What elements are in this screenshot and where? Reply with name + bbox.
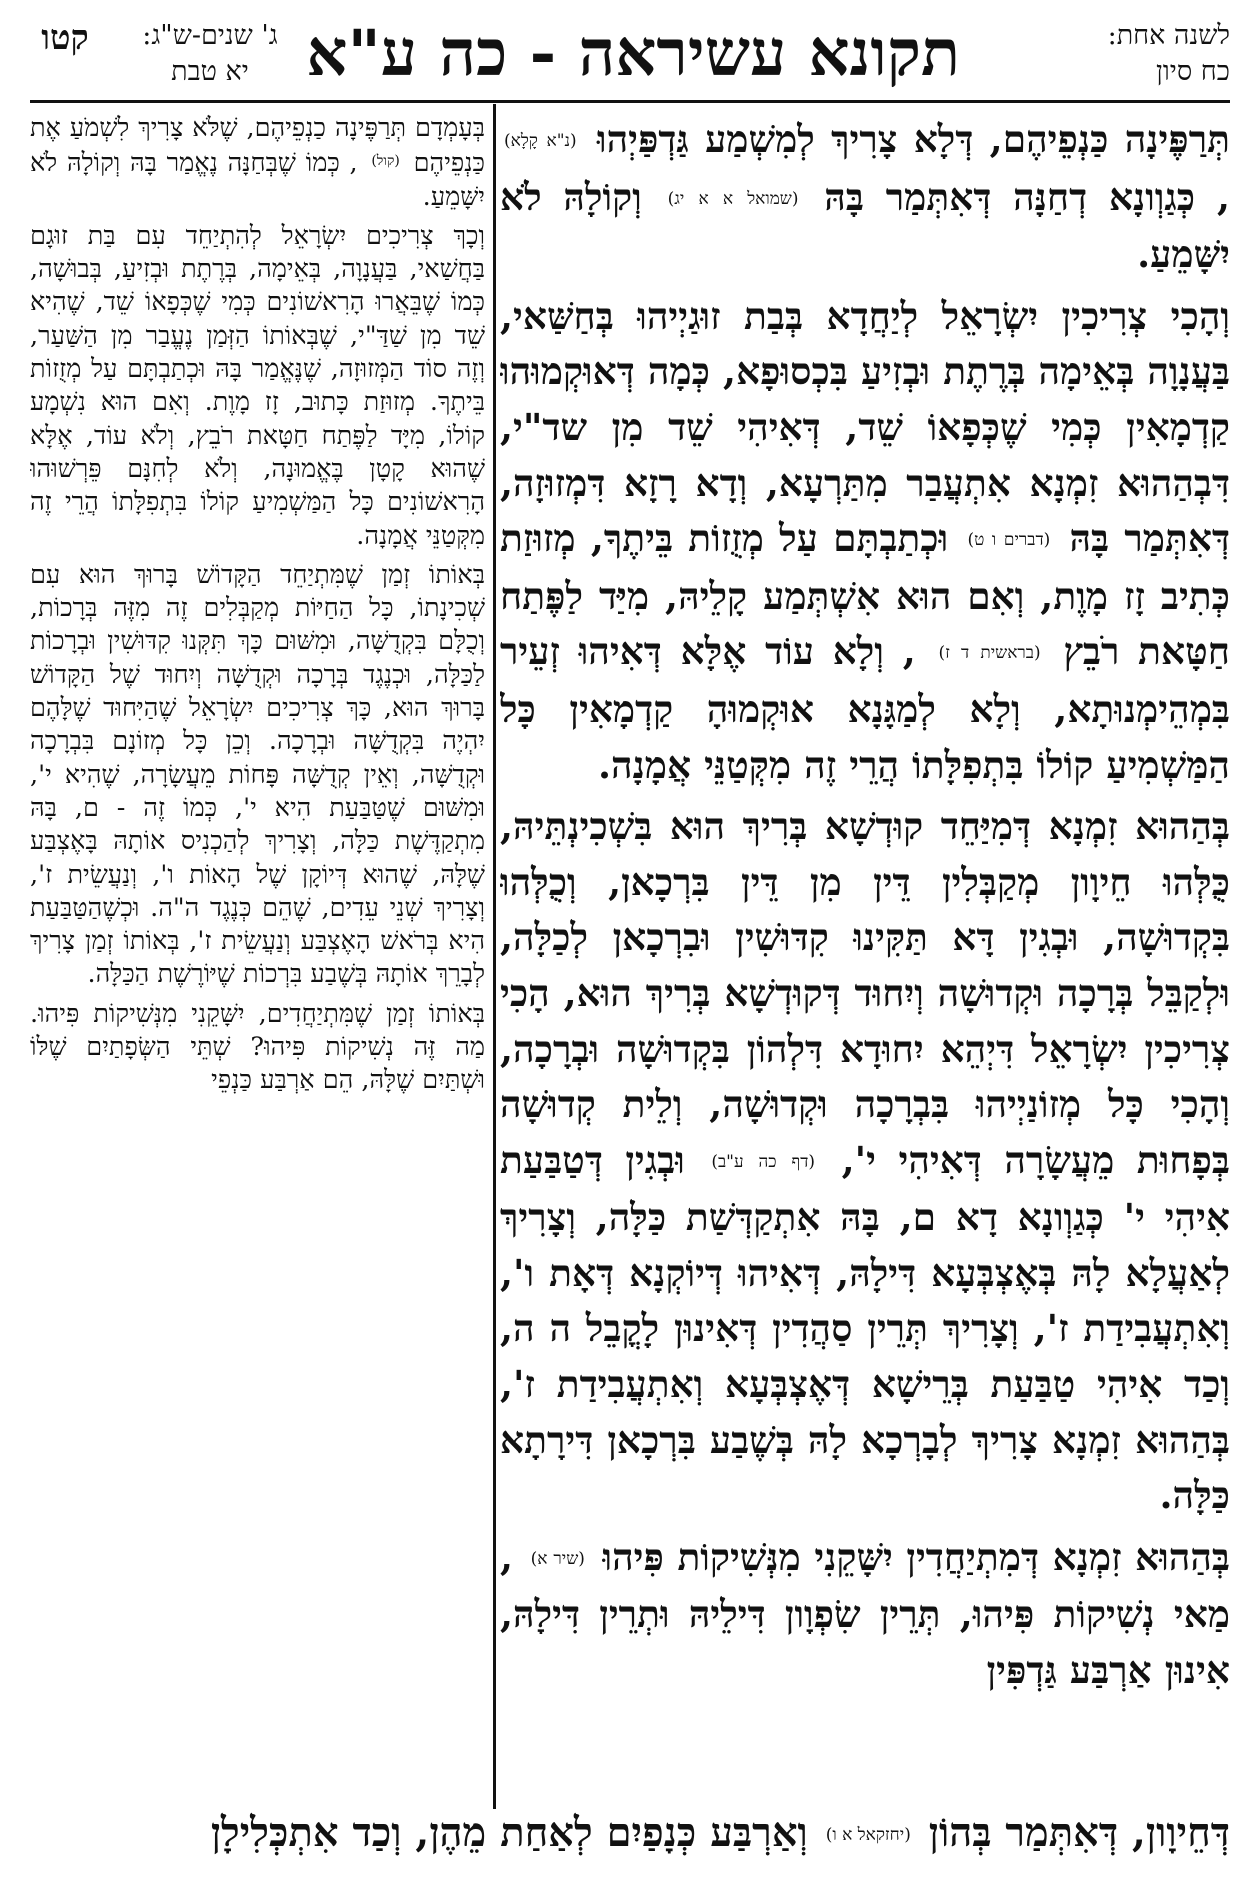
- main-paragraph: [500, 289, 1230, 793]
- header-cycle-label: ג' שנים-ש"ג:: [142, 20, 278, 51]
- main-paragraph: [500, 112, 1230, 283]
- bottom-text: דְּחֵיוָון, דְּאִתְּמַר בְּהוֹן: [928, 1809, 1230, 1856]
- main-text: , כְּגַוְונָא דְחַנָּה דְּאִתְּמַר בָּהּ: [824, 174, 1230, 219]
- source-reference: (שמואל א א יג): [667, 188, 799, 209]
- main-text: , מַאי נְשִׁיקוֹת פִּיהוּ, תְּרֵין שִׂפְוָון דִּילֵיהּ וּתְרֵין דִּילָהּ, אִינוּן אַרְבַּע גַּדְפִּין: [500, 1534, 1230, 1693]
- page-number: קטו: [41, 18, 89, 58]
- translation-paragraph: בְּאוֹתוֹ זְמַן שֶׁמִּתְיַחֵד הַקָּדוֹשׁ בָּרוּךְ הוּא עִם שְׁכִינָתוֹ, כָּל הַחַיּוֹת מְקַבְּלִים זֶה מִזֶּה בְּרָכוֹת, וְכֻלָּם בִּקְדֻשָּׁה, וּמִשּׁוּם כָּךְ תִּקְּנוּ קִדּוּשִׁין וּבְרָכוֹת לַכַּלָּה, וּכְנֶגֶד בְּרָכָה וּקְדֻשָּׁה וְיִחוּד שֶׁל הַקָּדוֹשׁ בָּרוּךְ הוּא, כָּךְ צְרִיכִים יִשְׂרָאֵל שֶׁהַיִּחוּד שֶׁלָּהֶם יִהְיֶה בִּקְדֻשָּׁה וּבְרָכָה. וְכֵן כָּל מְזוֹנָם בִּבְרָכָה וּקְדֻשָּׁה, וְאֵין קְדֻשָּׁה פָּחוֹת מֵעֲשָׂרָה, שֶׁהִיא י', וּמִשּׁוּם שֶׁטַּבַּעַת הִיא י', כְּמוֹ זֶה - ם, בָּהּ מִתְקַדֶּשֶׁת כַּלָּה, וְצָרִיךְ לְהַכְנִיס אוֹתָהּ בָּאֶצְבַּע שֶׁלָּהּ, שֶׁהוּא דְּיוֹקָן שֶׁל הָאוֹת ו', וְנַעֲשֵׂית ז', וְצָרִיךְ שְׁנֵי עֵדִים, שֶׁהֵם כְּנֶגֶד ה"ה. וּכְשֶׁהַטַּבַּעַת הִיא בְּרֹאשׁ הָאֶצְבַּע וְנַעֲשֵׂית ז', בְּאוֹתוֹ זְמַן צָרִיךְ לְבָרֵךְ אוֹתָהּ בְּשֶׁבַע בִּרְכוֹת שֶׁיּוֹרֶשֶׁת הַכַּלָּה.: [30, 559, 485, 990]
- translation-text: , כְּמוֹ שֶׁבְּחַנָּה נֶאֱמַר בָּהּ וְקוֹלָהּ לֹא יִשָּׁמֵעַ.: [30, 148, 485, 212]
- main-text: תְּרַפֶּינָה כַּנְפֵיהֶם, דְּלָא צָרִיךְ לְמִשְׁמַע גַּדְפַּיְהוּ: [596, 117, 1230, 161]
- source-reference: (נ"א קָלָא): [504, 131, 577, 151]
- header-cycle-date: יא טבת: [171, 56, 249, 87]
- main-text: בְּהַהוּא זִמְנָא דְּמִיַּחֵד קוּדְשָׁא בְּרִיךְ הוּא בִּשְׁכִינְתֵּיהּ, כֻּלְּהוּ חֵיוָון מְקַבְּלִין דֵּין מִן דֵּין בִּרְכָאן, וְכֻלְּהוּ בִּקְדוּשָׁה, וּבְגִין דָּא תַּקִּינוּ קִדּוּשִׁין וּבִרְכָאן לְכַלָּה, וּלְקַבֵּל בְּרָכָה וּקְדוּשָׁה וְיִחוּד דְּקוּדְשָׁא בְּרִיךְ הוּא, הָכִי צְרִיכִין יִשְׂרָאֵל דִּיְהֵא יִחוּדָא דִּלְהוֹן בִּקְדוּשָׁה וּבְרָכָה, וְהָכִי כָּל מְזוֹנַיְיהוּ בִּבְרָכָה וּקְדוּשָׁה, וְלֵית קְדוּשָׁה בְּפָחוּת מֵעֲשָׂרָה דְּאִיהִי י',: [500, 804, 1230, 1182]
- source-reference: (שיר א): [530, 1548, 585, 1569]
- translation-text: בְּעָמְדָם תְּרַפֶּינָה כַנְפֵיהֶם, שֶׁלֹּא צָרִיךְ לִשְׁמֹעַ אֶת כַּנְפֵיהֶם: [30, 113, 485, 179]
- header-right: [1000, 18, 1230, 90]
- bottom-text: וְאַרְבַּע כְּנָפַיִם לְאַחַת מֵהֶן, וְכַד אִתְכְּלִילָן: [210, 1809, 808, 1856]
- header-schedule-label: לשנה אחת:: [1107, 20, 1230, 51]
- bottom-line: [30, 1805, 1230, 1865]
- translation-paragraph: [30, 112, 485, 214]
- header-schedule-date: כח סיון: [1156, 56, 1230, 87]
- translation-paragraph: וְכָךְ צְרִיכִים יִשְׂרָאֵל לְהִתְיַחֵד עִם בַּת זוּגָם בַּחֲשַׁאי, בַּעֲנָוָה, בְּאֵימָה, בְּרֶתֶת וּבְזִיעַ, בְּבוּשָׁה, כְּמוֹ שֶׁבֵּאֲרוּ הָרִאשׁוֹנִים כְּמִי שֶׁכְּפָאוֹ שֵׁד, שֶׁהִיא שֵׁד מִן שַׁדַּ"י, שֶׁבְּאוֹתוֹ הַזְּמַן נֶעֱבַר מִן הַשַּׁעַר, וְזֶה סוֹד הַמְּזוּזָה, שֶׁנֶּאֱמַר בָּהּ וּכְתַבְתָּם עַל מְזֻזוֹת בֵּיתֶךָ. מְזוּזַת כָּתוּב, זָז מָוֶת. וְאִם הוּא נִשְׁמָע קוֹלוֹ, מִיָּד לַפֶּתַח חַטָּאת רֹבֵץ, וְלֹא עוֹד, אֶלָּא שֶׁהוּא קָטָן בֶּאֱמוּנָה, וְלֹא לְחִנָּם פֵּרְשׁוּהוּ הָרִאשׁוֹנִים כָּל הַמַּשְׁמִיעַ קוֹלוֹ בִּתְפִלָּתוֹ הֲרֵי זֶה מִקְּטַנֵּי אֲמָנָה.: [30, 220, 485, 551]
- main-paragraph: [500, 1530, 1230, 1699]
- source-reference: (דף כה ע"ב): [711, 1151, 816, 1172]
- source-reference: (דברים ו ט): [967, 530, 1051, 551]
- main-text: וְהָכִי צְרִיכִין יִשְׂרָאֵל לְיַחֲדָא בְּבַת זוּגַיְיהוּ בְּחַשַּׁאי, בַּעֲנָוָה בְּאֵימָה בְּרֶתֶת וּבְזִיעַ בִּכְסוּפָא, כְּמָה דְּאוּקְמוּהוּ קַדְמָאִין כְּמִי שֶׁכְּפָאוֹ שֵׁד, דְּאִיהִי שֵׁד מִן שד"י, דִּבְהַהוּא זִמְנָא אִתְעֲבַר מִתַּרְעָא, וְדָא רָזָא דִּמְזוּזָה, דְּאִתְּמַר בָּהּ: [500, 293, 1230, 561]
- main-text: , וְלָא עוֹד אֶלָּא דְּאִיהוּ זְעֵיר בִּמְהֵימְנוּתָא, וְלָא לְמַגָּנָא אוּקְמוּהָ קַדְמָאִין כָּל הַמַּשְׁמִיעַ קוֹלוֹ בִּתְפִלָּתוֹ הֲרֵי זֶה מִקְּטַנֵּי אֲמָנָה.: [500, 629, 1230, 787]
- header-rule: [30, 100, 1230, 103]
- page-title: תקונא עשיראה - כה ע"א: [306, 16, 960, 91]
- main-text: וּכְתַבְתָּם עַל מְזֻזוֹת בֵּיתֶךָ, מְזוּזַת כְּתִיב זָז מָוֶת, וְאִם הוּא אִשְׁתְּמַע קָלֵיהּ, מִיַּד לַפֶּתַח חַטָּאת רֹבֵץ: [500, 516, 1230, 674]
- main-column: [500, 112, 1230, 1812]
- translation-paragraph: בְּאוֹתוֹ זְמַן שֶׁמִּתְיַחֲדִים, יִשָּׁקֵנִי מִנְּשִׁיקוֹת פִּיהוּ. מַה זֶּה נְשִׁיקוֹת פִּיהוּ? שְׁתֵּי הַשְּׂפָתַיִם שֶׁלּוֹ וּשְׁתַּיִם שֶׁלָּהּ, הֵם אַרְבַּע כַּנְפֵי: [30, 998, 485, 1096]
- source-reference: (יחזקאל א ו): [825, 1825, 911, 1845]
- translation-column: [30, 112, 485, 1812]
- page-number-box: [30, 18, 100, 90]
- main-text: בְּהַהוּא זִמְנָא דְּמִתְיַחֲדִין יִשָּׁקֵנִי מִנְּשִׁיקוֹת פִּיהוּ: [602, 1534, 1230, 1579]
- main-text: וּבְגִין דְּטַבַּעַת אִיהִי י' כְּגַוְונָא דָא ם, בָּהּ אִתְקַדְּשַׁת כַּלָּה, וְצָרִיךְ לְאַעֲלָא לָהּ בְּאֶצְבְּעָא דִּילָהּ, דְּאִיהוּ דְּיוֹקְנָא דְּאָת ו', וְאִתְעֲבִידַת ז', וְצָרִיךְ תְּרֵין סַהֲדִין דְּאִינוּן לָקֳבֵל ה ה, וְכַד אִיהִי טַבַּעַת בְּרֵישָׁא דְּאֶצְבְּעָא וְאִתְעֲבִידַת ז', בְּהַהוּא זִמְנָא צָרִיךְ לְבָרְכָא לָהּ בְּשֶׁבַע בִּרְכָאן דִּירָתָא כַּלָּה.: [500, 1137, 1230, 1518]
- column-divider: [493, 104, 496, 1809]
- variant-reference: (קול): [371, 153, 400, 170]
- main-text: וְקוֹלָהּ לֹא יִשָּׁמֵעַ.: [500, 174, 1230, 277]
- header-left: [110, 18, 310, 90]
- source-reference: (בראשית ד ז): [938, 643, 1041, 664]
- main-paragraph: [500, 799, 1230, 1524]
